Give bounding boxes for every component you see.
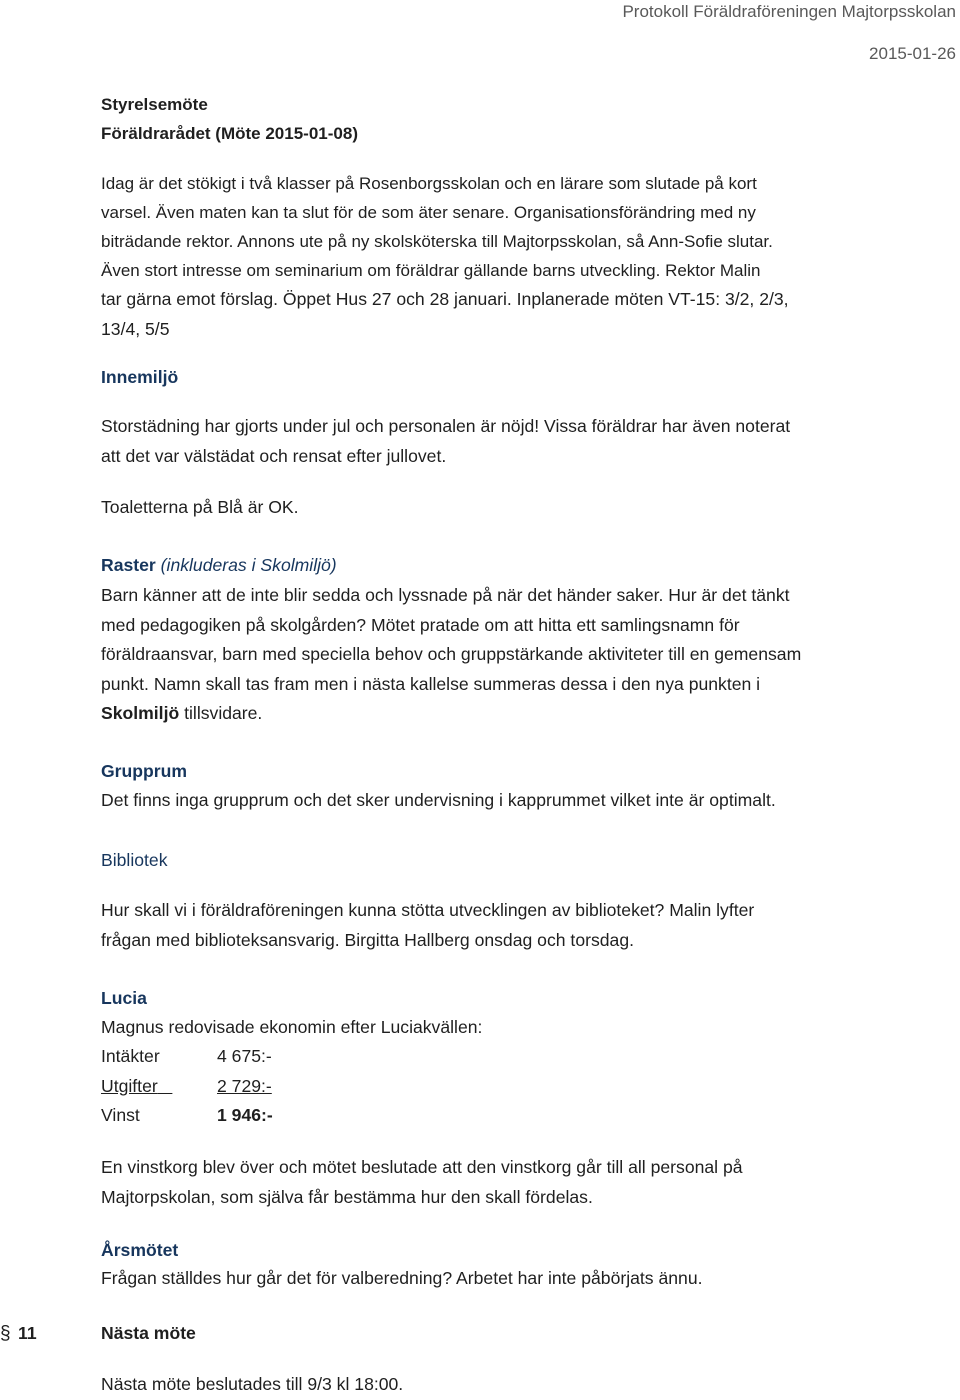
section-styrelsemote [101, 90, 891, 148]
section-number: 11 [18, 1323, 37, 1343]
row-label: Utgifter [101, 1075, 158, 1096]
paragraph-lucia [101, 1153, 891, 1212]
row-label: Intäkter [101, 1046, 160, 1066]
section-marker: § [0, 1323, 11, 1344]
text-line: varsel. Även maten kan ta slut för de som äter senare. Organisationsförändring med ny [101, 203, 756, 222]
lucia-intro: Magnus redovisade ekonomin efter Luciakvällen: [101, 1017, 483, 1037]
heading-bibliotek: Bibliotek [101, 850, 168, 870]
note-toaletter: Toaletterna på Blå är OK. [101, 497, 299, 517]
bold-skolmiljo: Skolmiljö [101, 703, 180, 723]
heading-innemiljo: Innemiljö [101, 367, 179, 387]
heading-raster-note: (inkluderas i Skolmiljö) [160, 555, 337, 575]
text-line: att det var välstädat och rensat efter jullovet. [101, 445, 447, 466]
header-date: 2015-01-26 [869, 44, 956, 63]
heading-lucia: Lucia [101, 988, 147, 1008]
paragraph-arsmotet: Frågan ställdes hur går det för valberedning? Arbetet har inte påbörjats ännu. [101, 1268, 703, 1288]
text-line: Även stort intresse om seminarium om föräldrar gällande barns utveckling. Rektor Malin [101, 261, 761, 280]
row-value: 2 729:- [217, 1075, 272, 1096]
text-line: Barn känner att de inte blir sedda och lyssnade på när det händer saker. Hur är det tänkt [101, 585, 790, 605]
paragraph-raster [101, 581, 891, 729]
text-line: 13/4, 5/5 [101, 318, 170, 339]
text-line: Hur skall vi i föräldraföreningen kunna stötta utvecklingen av biblioteket? Malin lyfter [101, 900, 755, 920]
table-row [101, 1072, 891, 1102]
subheading-foraldraradet: Föräldrarådet (Möte 2015-01-08) [101, 124, 358, 143]
heading-grupprum: Grupprum [101, 761, 188, 781]
row-value: 1 946:- [217, 1105, 273, 1125]
text-tillsvidare: tillsvidare. [179, 703, 263, 723]
row-label-cell [101, 1072, 217, 1102]
heading-raster-row [101, 551, 891, 581]
paragraph-grupprum: Det finns inga grupprum och det sker undervisning i kapprummet vilket inte är optimalt. [101, 790, 776, 810]
paragraph-innemiljo [101, 412, 891, 471]
text-line: Idag är det stökigt i två klasser på Rosenborgsskolan och en lärare som slutade på kort [101, 174, 757, 193]
row-value: 4 675:- [217, 1046, 272, 1066]
heading-raster: Raster [101, 555, 156, 575]
paragraph-bibliotek [101, 896, 891, 955]
text-line: En vinstkorg blev över och mötet beslutade att den vinstkorg går till all personal på [101, 1157, 743, 1177]
text-line: Storstädning har gjorts under jul och personalen är nöjd! Vissa föräldrar har även noterat [101, 416, 791, 436]
header-title: Protokoll Föräldraföreningen Majtorpsskolan [622, 2, 956, 21]
paragraph-nasta-mote: Nästa möte beslutades till 9/3 kl 18:00. [101, 1374, 404, 1394]
text-line: punkt. Namn skall tas fram men i nästa kallelse summeras dessa i den nya punkten i [101, 673, 761, 694]
text-line: Majtorpskolan, som själva får bestämma hur den skall fördelas. [101, 1186, 593, 1207]
row-label: Vinst [101, 1105, 140, 1125]
table-row [101, 1042, 891, 1072]
text-line: med pedagogiken på skolgården? Mötet pratade om att hitta ett samlingsnamn för [101, 614, 740, 635]
table-row [101, 1101, 891, 1131]
text-line: frågan med biblioteksansvarig. Birgitta Hallberg onsdag och torsdag. [101, 929, 635, 950]
lucia-economy-table [101, 1042, 891, 1131]
heading-nasta-mote: Nästa möte [101, 1323, 196, 1343]
paragraph-styrelsemote [101, 169, 891, 344]
heading-arsmotet: Årsmötet [101, 1240, 179, 1260]
text-line: biträdande rektor. Annons ute på ny skolsköterska till Majtorpsskolan, så Ann-Sofie slutar. [101, 232, 773, 251]
text-line: föräldraansvar, barn med speciella behov och gruppstärkande aktiviteter till en gemensam [101, 644, 802, 664]
heading-styrelsemote: Styrelsemöte [101, 95, 208, 114]
text-line: tar gärna emot förslag. Öppet Hus 27 och 28 januari. Inplanerade möten VT-15: 3/2, 2/3, [101, 289, 789, 309]
text-line-last [101, 699, 891, 729]
